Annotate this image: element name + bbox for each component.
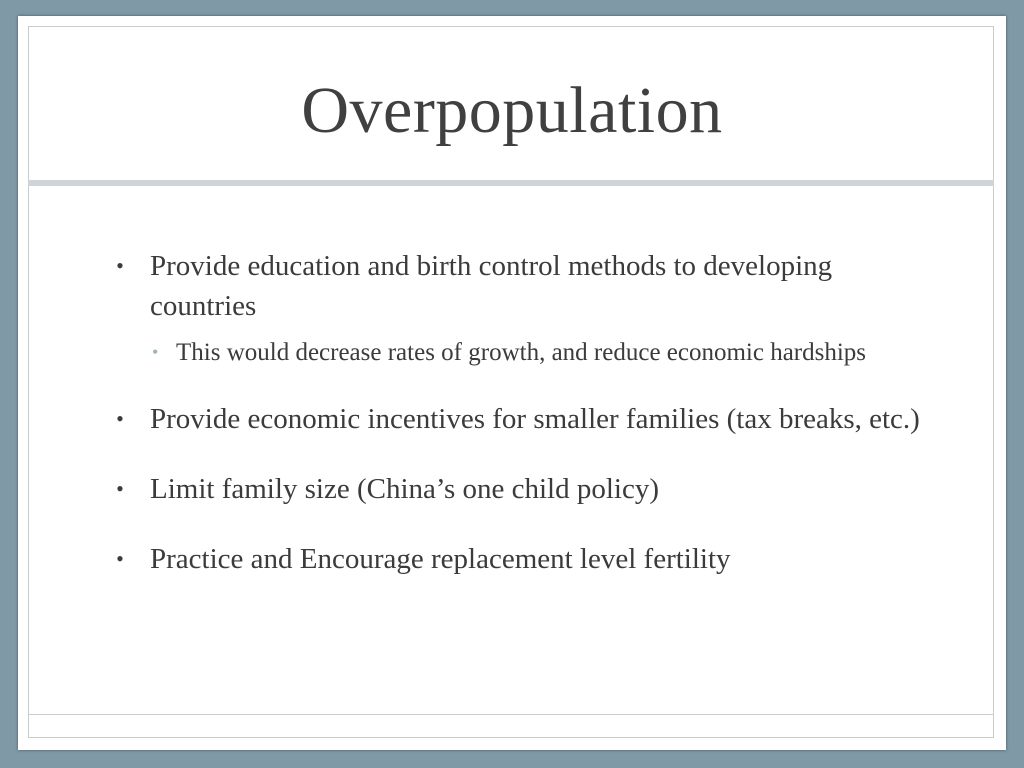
sub-bullet-item: [136, 334, 930, 371]
bullet-icon: •: [116, 476, 124, 501]
bullet-text: Provide education and birth control methods to developing countries: [150, 250, 833, 322]
slide: [18, 16, 1006, 750]
title-divider: [28, 180, 994, 186]
bullet-list: [110, 246, 930, 579]
bullet-text: Limit family size (China’s one child policy): [150, 473, 660, 505]
slide-title: Overpopulation: [301, 74, 723, 147]
bullet-icon: •: [116, 546, 124, 571]
bullet-item: [110, 399, 930, 439]
sub-bullet-text: This would decrease rates of growth, and reduce economic hardships: [176, 339, 867, 366]
bullet-icon: •: [116, 253, 124, 278]
footer-divider: [28, 714, 994, 715]
sub-bullet-icon: •: [152, 342, 159, 362]
bullet-text: Provide economic incentives for smaller families (tax breaks, etc.): [150, 403, 920, 435]
bullet-text: Practice and Encourage replacement level fertility: [150, 543, 731, 575]
bullet-item: [110, 246, 930, 326]
bullet-icon: •: [116, 406, 124, 431]
bullet-item: [110, 469, 930, 509]
bullet-item: [110, 539, 930, 579]
